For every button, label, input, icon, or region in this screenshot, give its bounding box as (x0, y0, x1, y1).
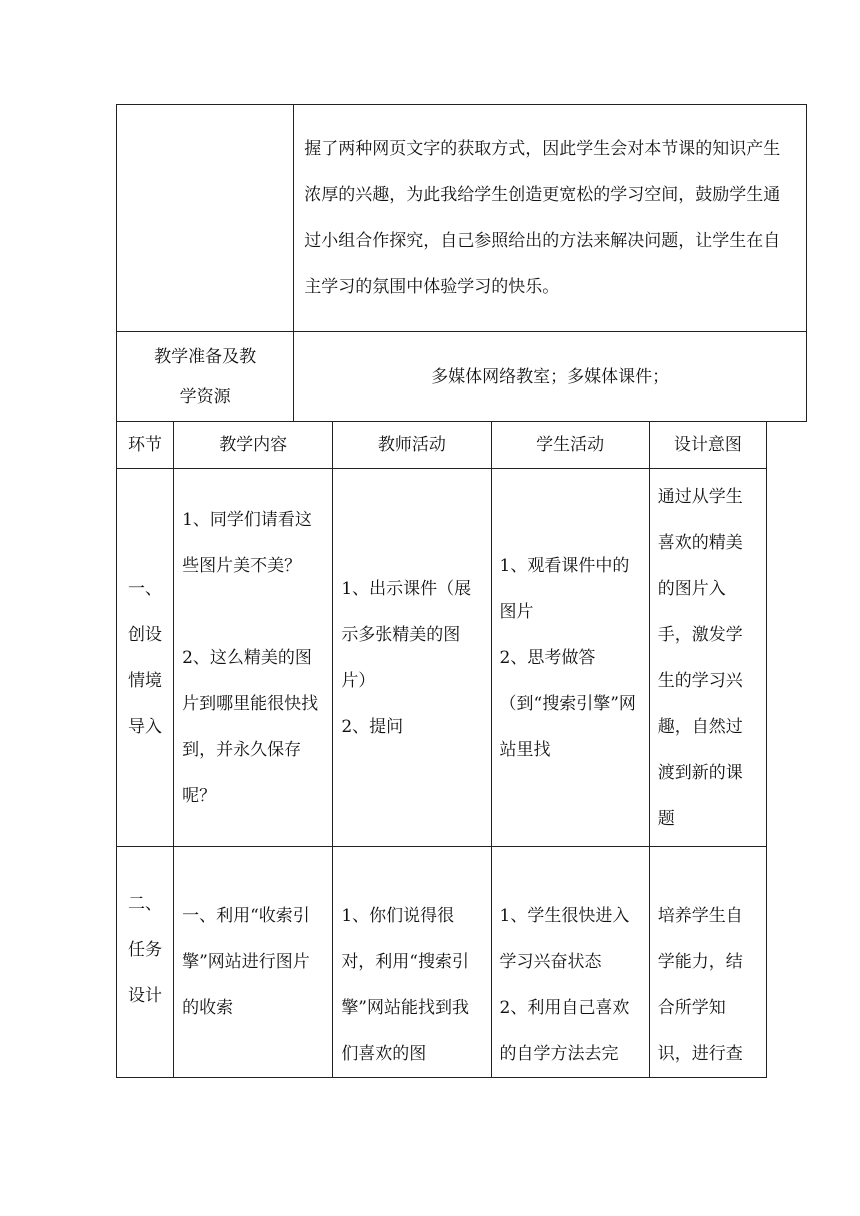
resources-value-cell (294, 332, 807, 422)
stage-text-2: 二、任务设计 (128, 894, 163, 1006)
header-student: 学生活动 (491, 422, 649, 469)
intro-text-cell (294, 105, 807, 332)
content-1-item-1: 1、同学们请看这些图片美不美？ (182, 509, 312, 576)
teacher-1-item-2: 2、提问 (341, 716, 404, 737)
intent-text-1: 通过从学生喜欢的精美的图片入手，激发学生的学习兴趣，自然过渡到新的课题 (657, 486, 743, 829)
student-1-item-1: 1、观看课件中的图片 (499, 555, 630, 622)
student-cell-1 (491, 469, 649, 847)
content-2-item-1: 一、利用“收索引擎”网站进行图片的收索 (182, 906, 310, 1018)
stage-cell-2 (117, 847, 174, 1078)
student-2-item-1: 1、学生很快进入学习兴奋状态 (499, 906, 630, 972)
intro-text: 握了两种网页文字的获取方式，因此学生会对本节课的知识产生浓厚的兴趣，为此我给学生创造更宽松的学习空间，鼓励学生通过小组合作探究，自己参照给出的方法来解决问题，让学生在自主学习的氛围中体验学习的快乐。 (304, 139, 781, 297)
intent-cell-1 (649, 469, 766, 847)
teacher-cell-2 (333, 847, 491, 1078)
content-cell-2 (174, 847, 333, 1078)
intro-empty-cell (117, 105, 294, 332)
header-teacher: 教师活动 (333, 422, 491, 469)
activity-row-1 (117, 469, 767, 847)
teacher-cell-1 (333, 469, 491, 847)
intent-cell-2 (649, 847, 766, 1078)
stage-cell-1 (117, 469, 174, 847)
activity-row-2 (117, 847, 767, 1078)
activities-table (116, 421, 767, 1078)
lesson-plan-table (116, 104, 807, 422)
resources-row (117, 332, 807, 422)
student-cell-2 (491, 847, 649, 1078)
stage-text-1: 一、创设情境导入 (128, 578, 163, 737)
student-2-item-2: 2、利用自己喜欢的自学方法去完 (499, 998, 630, 1064)
teacher-1-item-1: 1、出示课件（展示多张精美的图片） (341, 578, 472, 691)
resources-label-line1: 教学准备及教 (154, 346, 257, 367)
content-cell-1 (174, 469, 333, 847)
teacher-2-item-1: 1、你们说得很对，利用“搜索引擎”网站能找到我们喜欢的图 (341, 906, 470, 1064)
header-intent: 设计意图 (649, 422, 766, 469)
resources-label-cell (117, 332, 294, 422)
intent-text-2: 培养学生自学能力，结合所学知识，进行查 (657, 906, 743, 1064)
intro-row (117, 105, 807, 332)
student-1-item-2: 2、思考做答（到“搜索引擎”网站里找 (499, 647, 636, 760)
header-stage: 环节 (117, 422, 174, 469)
resources-value: 多媒体网络教室；多媒体课件； (431, 366, 670, 387)
header-row (117, 422, 767, 469)
resources-label-line2: 学资源 (179, 386, 231, 407)
header-content: 教学内容 (174, 422, 333, 469)
content-1-item-2: 2、这么精美的图片到哪里能很快找到，并永久保存呢？ (182, 647, 319, 806)
